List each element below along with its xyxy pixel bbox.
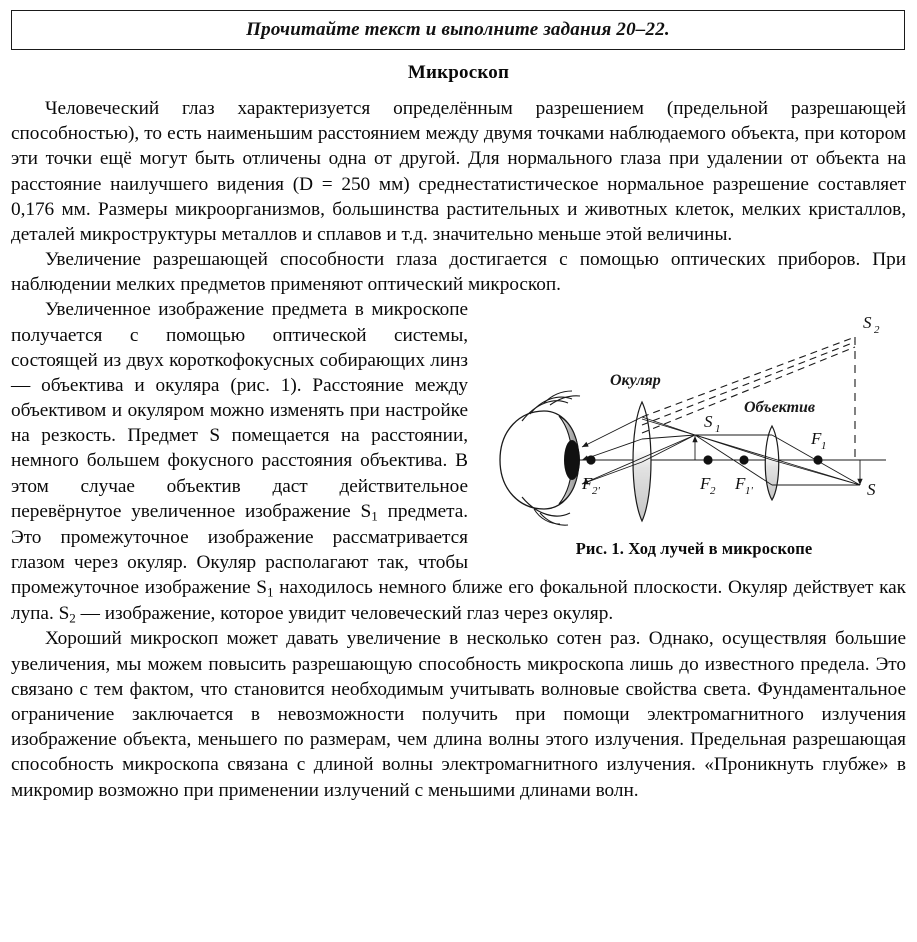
page-title: Микроскоп — [407, 62, 510, 83]
figure-ray-diagram — [482, 299, 906, 527]
figure-block — [482, 299, 906, 559]
instruction-box — [11, 10, 905, 50]
paragraph-optical-instruments: Увеличение разрешающей способности глаза достигается с помощью оптических приборов. При наблюдении мелких предметов применяют оптический микроскоп. — [11, 249, 906, 296]
eye-illustration — [500, 391, 580, 525]
dot-F2-prime — [586, 456, 595, 465]
label-F2-prime-sub: 2' — [592, 485, 600, 498]
ray-lines — [582, 417, 860, 485]
label-objective: Объектив — [744, 399, 816, 417]
label-F1-sub: 1 — [821, 440, 827, 453]
label-F1-prime-sub: 1' — [745, 485, 753, 498]
wrap-text-part4: — изображение, которое увидит человеческий глаз через окуляр. — [75, 602, 614, 624]
label-eyepiece: Окуляр — [610, 372, 661, 390]
pupil — [564, 440, 580, 480]
objective-lens — [765, 426, 779, 500]
figure-caption: Рис. 1. Ход лучей в микроскопе — [575, 539, 813, 559]
label-F1-prime: F — [735, 474, 746, 494]
dot-F1 — [813, 456, 822, 465]
label-F2-sub: 2 — [710, 485, 716, 498]
label-F2: F — [700, 474, 711, 494]
label-F1: F — [811, 429, 822, 449]
label-S1: S — [704, 412, 713, 432]
sub-s1-b: 1 — [266, 584, 274, 600]
label-F2-prime: F — [582, 474, 593, 494]
label-S: S — [867, 480, 876, 500]
sub-s1-a: 1 — [371, 508, 378, 524]
paragraph-intro: Человеческий глаз характеризуется определённым разрешением (предельной разрешающей способностью), то есть наименьшим расстоянием между двумя точками наблюдаемого объекта, при котором эти точки ещё могут быть отличены одна от другой. Для нормального глаза при удалении от объекта на расстояние наилучшего видения (D = 250 мм) среднестатистическое нормальное разрешение составляет 0,176 мм. Размеры микроорганизмов, большинства растительных и животных клеток, мелких кристаллов, деталей микроструктуры металлов и сплавов и т.д. значительно меньше этой величины. — [11, 98, 906, 245]
sub-s2: 2 — [69, 610, 76, 626]
wrap-text-part2: предмета. Это промежуточное изображение рассматривается глазом через окуляр. Окуляр располагают так, чтобы промежуточное изображение S — [11, 500, 469, 598]
label-S2: S — [863, 313, 872, 333]
wrap-text-part3: находилось немного ближе его фокальной плоскости. Окуляр действует как лупа. S — [11, 576, 906, 624]
paragraph-resolution-limit: Хороший микроскоп может давать увеличение в несколько сотен раз. Однако, осуществляя большие увеличения, мы можем повысить разрешающую способность микроскопа лишь до известного предела. Это связано с тем фактом, что становится необходимым учитывать волновые свойства света. Фундаментальное ограничение заключается в невозможности получить при помощи электромагнитного излучения изображение объекта, меньшего по размерам, чем длина волны этого излучения. Предельная разрешающая способность микроскопа связана с длиной волны электромагнитного излучения. «Проникнуть глубже» в микромир возможно при применении излучений с меньшими длинами волн. — [11, 628, 906, 801]
instruction-text: Прочитайте текст и выполните задания 20–22. — [246, 19, 670, 40]
label-S1-sub: 1 — [715, 423, 721, 436]
wrap-text-part1: Увеличенное изображение предмета в микроскопе получается с помощью оптической системы, состоящей из двух короткофокусных собирающих линз — объектива и окуляра (рис. 1). Расстояние между объективом и окуляром можно изменять при настройке на резкость. Предмет S помещается на расстоянии, немного большем фокусного расстояния объектива. В этом случае объектив даст действительное перевёрнутое увеличенное изображение S — [11, 299, 468, 522]
label-S2-sub: 2 — [874, 324, 880, 337]
dot-F1-prime — [739, 456, 748, 465]
document-body — [11, 58, 906, 803]
dot-F2 — [703, 456, 712, 465]
